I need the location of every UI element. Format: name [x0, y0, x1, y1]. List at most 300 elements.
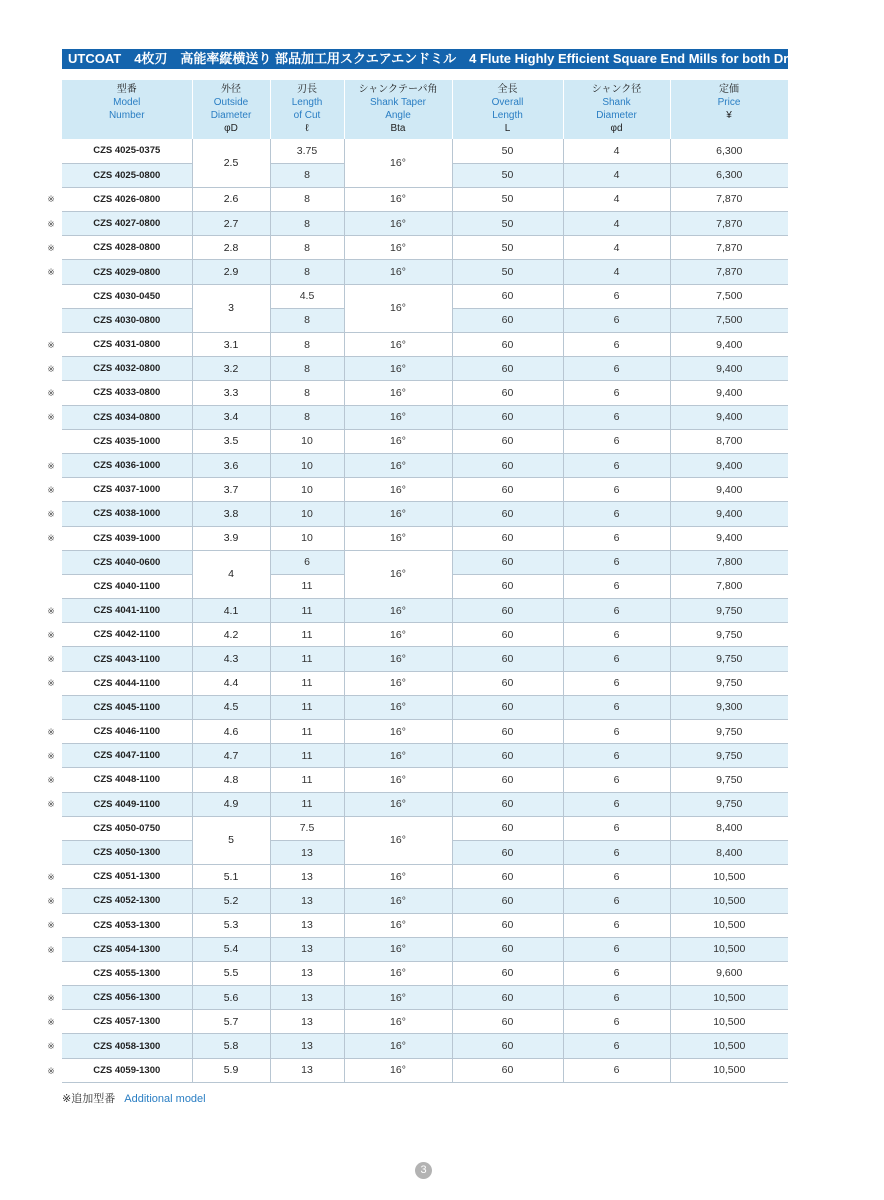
cell-price: 7,870 — [670, 260, 788, 284]
table-row — [62, 792, 788, 816]
table-row — [62, 1034, 788, 1058]
cell-model-number: CZS 4031-0800 — [62, 333, 192, 357]
table-row — [62, 357, 788, 381]
header-en-label: Model — [113, 97, 141, 108]
header-overall-length — [452, 80, 563, 139]
header-en-label: of Cut — [293, 110, 321, 121]
cell-shank-diameter: 6 — [563, 647, 670, 671]
header-en-label: Number — [108, 110, 145, 121]
cell-overall-length: 60 — [452, 720, 563, 744]
cell-price: 9,400 — [670, 502, 788, 526]
cell-outside-diameter: 5.7 — [192, 1010, 270, 1034]
header-price — [670, 80, 788, 139]
cell-overall-length: 60 — [452, 1010, 563, 1034]
additional-model-marker: ※ — [47, 218, 55, 229]
cell-price: 9,600 — [670, 961, 788, 985]
footnote-jp: ※追加型番 — [62, 1093, 116, 1105]
cell-price: 6,300 — [670, 139, 788, 163]
table-row — [62, 260, 788, 284]
cell-outside-diameter: 4.5 — [192, 695, 270, 719]
cell-shank-taper-angle: 16° — [344, 187, 452, 211]
cell-shank-diameter: 4 — [563, 260, 670, 284]
additional-model-marker: ※ — [47, 460, 55, 471]
cell-shank-taper-angle: 16° — [344, 502, 452, 526]
cell-model-number: CZS 4049-1100 — [62, 792, 192, 816]
cell-price: 10,500 — [670, 889, 788, 913]
header-symbol: Bta — [390, 123, 406, 134]
cell-model-number: CZS 4050-0750 — [62, 816, 192, 840]
cell-shank-diameter: 6 — [563, 913, 670, 937]
cell-outside-diameter: 2.6 — [192, 187, 270, 211]
cell-outside-diameter: 4.3 — [192, 647, 270, 671]
cell-overall-length: 50 — [452, 187, 563, 211]
cell-overall-length: 60 — [452, 937, 563, 961]
header-length-of-cut — [270, 80, 344, 139]
cell-outside-diameter: 4.1 — [192, 599, 270, 623]
cell-price: 7,800 — [670, 574, 788, 598]
cell-price: 8,400 — [670, 840, 788, 864]
table-row — [62, 744, 788, 768]
cell-outside-diameter: 5.2 — [192, 889, 270, 913]
cell-shank-diameter: 4 — [563, 163, 670, 187]
cell-length-of-cut: 8 — [270, 357, 344, 381]
header-en-label: Shank Taper — [370, 97, 426, 108]
cell-shank-diameter: 6 — [563, 695, 670, 719]
cell-length-of-cut: 8 — [270, 381, 344, 405]
cell-price: 9,300 — [670, 695, 788, 719]
cell-shank-diameter: 6 — [563, 1034, 670, 1058]
cell-overall-length: 60 — [452, 744, 563, 768]
cell-outside-diameter: 3.3 — [192, 381, 270, 405]
cell-model-number: CZS 4037-1000 — [62, 478, 192, 502]
additional-model-marker: ※ — [47, 412, 55, 423]
cell-model-number: CZS 4040-1100 — [62, 574, 192, 598]
cell-model-number: CZS 4034-0800 — [62, 405, 192, 429]
cell-model-number: CZS 4056-1300 — [62, 986, 192, 1010]
cell-outside-diameter: 4.9 — [192, 792, 270, 816]
additional-model-marker: ※ — [47, 1041, 55, 1052]
table-row — [62, 526, 788, 550]
table-row — [62, 381, 788, 405]
cell-model-number: CZS 4053-1300 — [62, 913, 192, 937]
additional-model-marker: ※ — [47, 339, 55, 350]
cell-shank-diameter: 6 — [563, 937, 670, 961]
cell-length-of-cut: 6 — [270, 550, 344, 574]
cell-overall-length: 60 — [452, 671, 563, 695]
cell-shank-diameter: 6 — [563, 623, 670, 647]
header-en-label: Price — [717, 97, 741, 108]
cell-overall-length: 60 — [452, 792, 563, 816]
cell-length-of-cut: 10 — [270, 429, 344, 453]
cell-shank-taper-angle: 16° — [344, 647, 452, 671]
cell-model-number: CZS 4030-0450 — [62, 284, 192, 308]
cell-length-of-cut: 8 — [270, 308, 344, 332]
cell-price: 8,700 — [670, 429, 788, 453]
cell-model-number: CZS 4033-0800 — [62, 381, 192, 405]
cell-shank-taper-angle: 16° — [344, 768, 452, 792]
cell-length-of-cut: 13 — [270, 913, 344, 937]
cell-price: 7,870 — [670, 212, 788, 236]
cell-model-number: CZS 4055-1300 — [62, 961, 192, 985]
table-row — [62, 429, 788, 453]
cell-shank-diameter: 6 — [563, 574, 670, 598]
cell-model-number: CZS 4039-1000 — [62, 526, 192, 550]
header-jp-label: 定価 — [719, 84, 739, 95]
cell-shank-taper-angle: 16° — [344, 671, 452, 695]
cell-price: 7,800 — [670, 550, 788, 574]
additional-model-marker: ※ — [47, 1065, 55, 1076]
cell-length-of-cut: 13 — [270, 865, 344, 889]
cell-length-of-cut: 13 — [270, 937, 344, 961]
table-row — [62, 623, 788, 647]
cell-price: 10,500 — [670, 986, 788, 1010]
cell-shank-taper-angle: 16° — [344, 599, 452, 623]
cell-length-of-cut: 13 — [270, 1010, 344, 1034]
cell-shank-taper-angle: 16° — [344, 429, 452, 453]
cell-overall-length: 60 — [452, 913, 563, 937]
cell-overall-length: 60 — [452, 405, 563, 429]
cell-price: 9,750 — [670, 671, 788, 695]
cell-price: 10,500 — [670, 1034, 788, 1058]
cell-model-number: CZS 4048-1100 — [62, 768, 192, 792]
additional-model-marker: ※ — [47, 726, 55, 737]
cell-length-of-cut: 13 — [270, 840, 344, 864]
cell-length-of-cut: 3.75 — [270, 139, 344, 163]
cell-model-number: CZS 4047-1100 — [62, 744, 192, 768]
table-row — [62, 405, 788, 429]
cell-length-of-cut: 8 — [270, 236, 344, 260]
header-jp-label: シャンク径 — [591, 84, 642, 95]
table-body — [62, 139, 788, 1082]
cell-model-number: CZS 4029-0800 — [62, 260, 192, 284]
header-jp-label: 型番 — [116, 84, 137, 95]
cell-overall-length: 60 — [452, 889, 563, 913]
table-row — [62, 671, 788, 695]
cell-outside-diameter: 4.8 — [192, 768, 270, 792]
cell-outside-diameter: 4.6 — [192, 720, 270, 744]
header-en-label: Diameter — [596, 110, 637, 121]
additional-model-marker: ※ — [47, 872, 55, 882]
cell-price: 9,750 — [670, 792, 788, 816]
cell-shank-diameter: 6 — [563, 453, 670, 477]
cell-shank-taper-angle: 16° — [344, 453, 452, 477]
cell-price: 7,870 — [670, 187, 788, 211]
cell-model-number: CZS 4041-1100 — [62, 599, 192, 623]
table-row — [62, 768, 788, 792]
cell-price: 10,500 — [670, 1058, 788, 1082]
cell-shank-diameter: 6 — [563, 381, 670, 405]
cell-outside-diameter: 2.7 — [192, 212, 270, 236]
cell-price: 7,500 — [670, 308, 788, 332]
cell-overall-length: 50 — [452, 260, 563, 284]
cell-length-of-cut: 13 — [270, 961, 344, 985]
cell-model-number: CZS 4027-0800 — [62, 212, 192, 236]
additional-model-marker: ※ — [47, 654, 55, 665]
cell-outside-diameter: 2.9 — [192, 260, 270, 284]
cell-outside-diameter: 4.7 — [192, 744, 270, 768]
cell-length-of-cut: 10 — [270, 478, 344, 502]
cell-price: 6,300 — [670, 163, 788, 187]
cell-shank-diameter: 6 — [563, 308, 670, 332]
table-row — [62, 478, 788, 502]
cell-price: 9,750 — [670, 599, 788, 623]
table-row — [62, 236, 788, 260]
table-header — [62, 80, 788, 139]
product-table — [62, 80, 789, 1083]
cell-shank-diameter: 6 — [563, 744, 670, 768]
cell-model-number: CZS 4026-0800 — [62, 187, 192, 211]
cell-price: 9,400 — [670, 478, 788, 502]
table-row — [62, 720, 788, 744]
cell-shank-taper-angle: 16° — [344, 937, 452, 961]
cell-model-number: CZS 4042-1100 — [62, 623, 192, 647]
cell-model-number: CZS 4038-1000 — [62, 502, 192, 526]
cell-outside-diameter: 2.8 — [192, 236, 270, 260]
footnote — [62, 1090, 206, 1106]
cell-overall-length: 60 — [452, 816, 563, 840]
cell-length-of-cut: 8 — [270, 212, 344, 236]
cell-outside-diameter: 3.4 — [192, 405, 270, 429]
cell-model-number: CZS 4025-0375 — [62, 139, 192, 163]
cell-price: 9,400 — [670, 405, 788, 429]
cell-shank-diameter: 6 — [563, 550, 670, 574]
header-shank-taper-angle — [344, 80, 452, 139]
cell-model-number: CZS 4054-1300 — [62, 937, 192, 961]
cell-price: 7,870 — [670, 236, 788, 260]
additional-model-marker: ※ — [47, 678, 55, 689]
cell-price: 10,500 — [670, 865, 788, 889]
additional-model-marker: ※ — [47, 1017, 55, 1028]
cell-outside-diameter: 2.5 — [192, 139, 270, 187]
header-jp-label: 外径 — [221, 84, 241, 95]
cell-outside-diameter: 4.2 — [192, 623, 270, 647]
cell-shank-taper-angle: 16° — [344, 236, 452, 260]
cell-length-of-cut: 10 — [270, 453, 344, 477]
table-row — [62, 284, 788, 308]
cell-price: 7,500 — [670, 284, 788, 308]
cell-outside-diameter: 5.9 — [192, 1058, 270, 1082]
footnote-en: Additional model — [124, 1093, 206, 1105]
table-row — [62, 550, 788, 574]
cell-shank-diameter: 6 — [563, 429, 670, 453]
cell-length-of-cut: 13 — [270, 889, 344, 913]
cell-shank-diameter: 6 — [563, 671, 670, 695]
cell-shank-taper-angle: 16° — [344, 986, 452, 1010]
cell-overall-length: 60 — [452, 695, 563, 719]
cell-shank-diameter: 6 — [563, 768, 670, 792]
cell-overall-length: 60 — [452, 333, 563, 357]
table-row — [62, 212, 788, 236]
header-outside-diameter — [192, 80, 270, 139]
header-jp-label: 刃長 — [297, 84, 317, 95]
cell-shank-diameter: 6 — [563, 357, 670, 381]
cell-length-of-cut: 11 — [270, 623, 344, 647]
table-row — [62, 961, 788, 985]
cell-shank-taper-angle: 16° — [344, 1058, 452, 1082]
cell-overall-length: 50 — [452, 212, 563, 236]
additional-model-marker: ※ — [47, 605, 55, 616]
cell-length-of-cut: 8 — [270, 163, 344, 187]
header-symbol: φd — [610, 123, 623, 134]
table-row — [62, 913, 788, 937]
cell-overall-length: 60 — [452, 357, 563, 381]
table-row — [62, 1058, 788, 1082]
cell-shank-diameter: 4 — [563, 139, 670, 163]
cell-overall-length: 60 — [452, 599, 563, 623]
cell-overall-length: 50 — [452, 139, 563, 163]
cell-price: 10,500 — [670, 1010, 788, 1034]
cell-outside-diameter: 4 — [192, 550, 270, 598]
cell-model-number: CZS 4035-1000 — [62, 429, 192, 453]
additional-model-marker: ※ — [47, 533, 55, 544]
cell-outside-diameter: 3.1 — [192, 333, 270, 357]
cell-overall-length: 60 — [452, 502, 563, 526]
cell-model-number: CZS 4025-0800 — [62, 163, 192, 187]
cell-shank-diameter: 6 — [563, 526, 670, 550]
header-symbol: φD — [224, 123, 238, 134]
cell-shank-taper-angle: 16° — [344, 792, 452, 816]
cell-length-of-cut: 11 — [270, 768, 344, 792]
cell-overall-length: 60 — [452, 308, 563, 332]
cell-shank-taper-angle: 16° — [344, 816, 452, 864]
cell-shank-diameter: 4 — [563, 212, 670, 236]
cell-shank-taper-angle: 16° — [344, 405, 452, 429]
cell-model-number: CZS 4028-0800 — [62, 236, 192, 260]
cell-overall-length: 60 — [452, 768, 563, 792]
cell-length-of-cut: 11 — [270, 695, 344, 719]
cell-shank-diameter: 6 — [563, 478, 670, 502]
additional-model-marker: ※ — [47, 630, 55, 640]
cell-length-of-cut: 13 — [270, 986, 344, 1010]
table-row — [62, 453, 788, 477]
header-symbol: ¥ — [726, 110, 732, 121]
header-en-label: Diameter — [210, 110, 252, 121]
header-model-number — [62, 80, 192, 139]
cell-overall-length: 60 — [452, 986, 563, 1010]
cell-price: 9,400 — [670, 381, 788, 405]
cell-model-number: CZS 4050-1300 — [62, 840, 192, 864]
header-en-label: Angle — [385, 110, 411, 121]
cell-price: 8,400 — [670, 816, 788, 840]
cell-length-of-cut: 11 — [270, 792, 344, 816]
cell-shank-diameter: 6 — [563, 405, 670, 429]
header-symbol: L — [504, 123, 511, 134]
cell-price: 9,400 — [670, 333, 788, 357]
additional-model-marker: ※ — [47, 944, 55, 955]
cell-length-of-cut: 11 — [270, 744, 344, 768]
cell-length-of-cut: 8 — [270, 187, 344, 211]
cell-model-number: CZS 4046-1100 — [62, 720, 192, 744]
cell-outside-diameter: 5.1 — [192, 865, 270, 889]
cell-outside-diameter: 5.8 — [192, 1034, 270, 1058]
cell-shank-diameter: 6 — [563, 1058, 670, 1082]
cell-overall-length: 60 — [452, 961, 563, 985]
additional-model-marker: ※ — [47, 751, 55, 761]
cell-shank-diameter: 6 — [563, 1010, 670, 1034]
table-row — [62, 816, 788, 840]
cell-length-of-cut: 11 — [270, 720, 344, 744]
cell-length-of-cut: 4.5 — [270, 284, 344, 308]
cell-shank-taper-angle: 16° — [344, 333, 452, 357]
cell-overall-length: 60 — [452, 840, 563, 864]
cell-overall-length: 60 — [452, 647, 563, 671]
table-row — [62, 865, 788, 889]
cell-length-of-cut: 8 — [270, 333, 344, 357]
table-row — [62, 937, 788, 961]
cell-shank-diameter: 6 — [563, 599, 670, 623]
cell-shank-taper-angle: 16° — [344, 284, 452, 332]
cell-length-of-cut: 10 — [270, 526, 344, 550]
cell-overall-length: 60 — [452, 865, 563, 889]
cell-shank-taper-angle: 16° — [344, 212, 452, 236]
table-row — [62, 889, 788, 913]
cell-overall-length: 60 — [452, 429, 563, 453]
table-row — [62, 502, 788, 526]
header-shank-diameter — [563, 80, 670, 139]
cell-shank-taper-angle: 16° — [344, 357, 452, 381]
cell-length-of-cut: 11 — [270, 671, 344, 695]
additional-model-marker: ※ — [47, 242, 55, 253]
cell-model-number: CZS 4044-1100 — [62, 671, 192, 695]
cell-price: 9,750 — [670, 647, 788, 671]
cell-shank-diameter: 6 — [563, 840, 670, 864]
cell-model-number: CZS 4030-0800 — [62, 308, 192, 332]
cell-outside-diameter: 5.3 — [192, 913, 270, 937]
cell-shank-diameter: 4 — [563, 236, 670, 260]
cell-outside-diameter: 5.5 — [192, 961, 270, 985]
cell-shank-taper-angle: 16° — [344, 744, 452, 768]
cell-length-of-cut: 11 — [270, 599, 344, 623]
additional-model-marker: ※ — [47, 194, 55, 205]
cell-model-number: CZS 4040-0600 — [62, 550, 192, 574]
cell-price: 10,500 — [670, 913, 788, 937]
cell-model-number: CZS 4057-1300 — [62, 1010, 192, 1034]
cell-shank-diameter: 6 — [563, 865, 670, 889]
table-row — [62, 647, 788, 671]
cell-outside-diameter: 3.6 — [192, 453, 270, 477]
additional-model-marker: ※ — [47, 388, 55, 398]
cell-price: 9,400 — [670, 357, 788, 381]
cell-model-number: CZS 4052-1300 — [62, 889, 192, 913]
cell-length-of-cut: 13 — [270, 1058, 344, 1082]
additional-model-marker: ※ — [47, 363, 55, 374]
cell-price: 9,750 — [670, 768, 788, 792]
cell-length-of-cut: 8 — [270, 405, 344, 429]
page-number: 3 — [415, 1162, 432, 1179]
cell-shank-taper-angle: 16° — [344, 865, 452, 889]
cell-shank-taper-angle: 16° — [344, 961, 452, 985]
additional-model-marker: ※ — [47, 993, 55, 1003]
table-row — [62, 333, 788, 357]
cell-shank-taper-angle: 16° — [344, 550, 452, 598]
cell-overall-length: 60 — [452, 1034, 563, 1058]
cell-shank-taper-angle: 16° — [344, 889, 452, 913]
cell-price: 9,750 — [670, 744, 788, 768]
additional-model-marker: ※ — [47, 775, 55, 786]
header-en-label: Outside — [213, 97, 249, 108]
cell-length-of-cut: 8 — [270, 260, 344, 284]
cell-overall-length: 60 — [452, 284, 563, 308]
cell-price: 9,750 — [670, 623, 788, 647]
cell-outside-diameter: 3 — [192, 284, 270, 332]
cell-outside-diameter: 5.4 — [192, 937, 270, 961]
cell-overall-length: 60 — [452, 478, 563, 502]
cell-overall-length: 60 — [452, 526, 563, 550]
cell-shank-diameter: 6 — [563, 720, 670, 744]
table-row — [62, 986, 788, 1010]
table-row — [62, 139, 788, 163]
cell-outside-diameter: 3.7 — [192, 478, 270, 502]
